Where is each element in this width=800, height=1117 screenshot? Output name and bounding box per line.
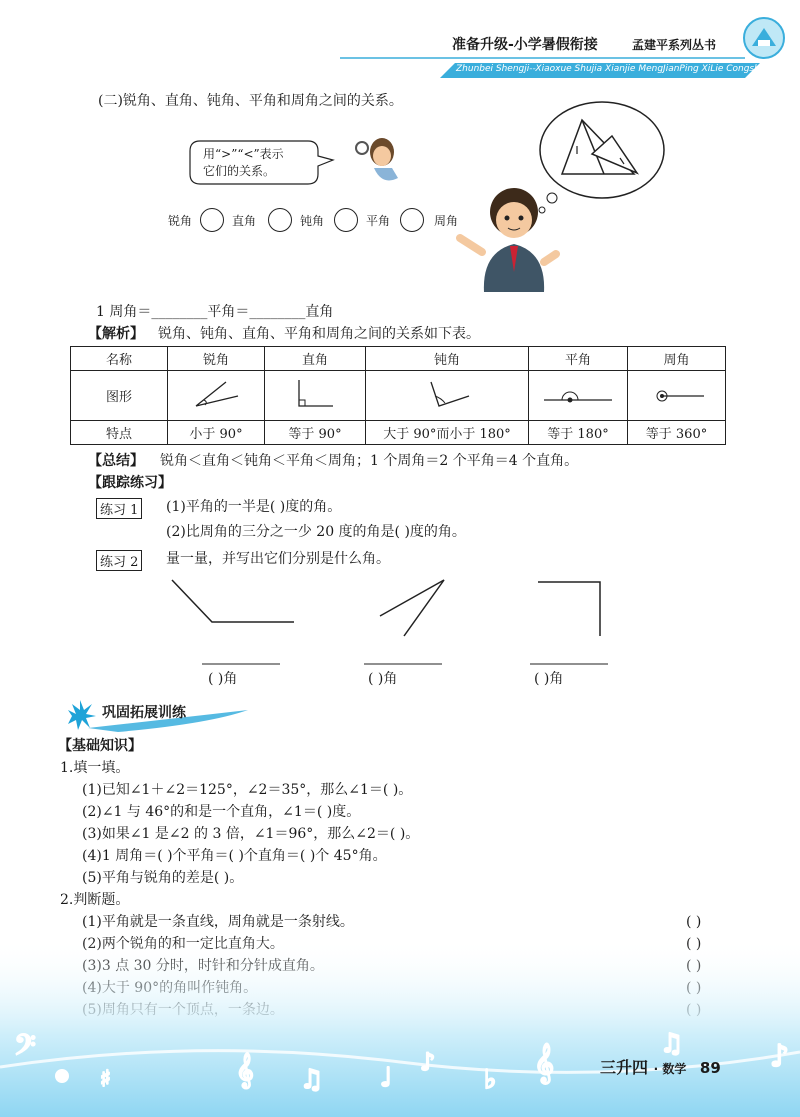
header-pinyin: Zhunbei Shengji--Xiaoxue Shujia Xianjie MengJianPing XiLie Congshu — [456, 64, 766, 74]
summary-label: 【总结】 — [88, 453, 144, 469]
th-acute: 锐角 — [168, 347, 265, 371]
q1-item-2: (2)∠1 与 46°的和是一个直角，∠1＝( )度。 — [82, 804, 361, 820]
compare-right: 直角 — [232, 214, 257, 228]
fig-round — [628, 371, 726, 421]
compare-row — [168, 207, 468, 233]
exercise1-q1: (1)平角的一半是( )度的角。 — [166, 499, 342, 515]
analysis-text: 锐角、钝角、直角、平角和周角之间的关系如下表。 — [158, 326, 480, 342]
speech-line-1: 用“>”“<”表示 — [203, 147, 284, 161]
section-heading: (二)锐角、直角、钝角、平角和周角之间的关系。 — [98, 93, 403, 109]
header-title: 准备升级-小学暑假衔接 — [452, 37, 598, 53]
th-round: 周角 — [628, 347, 726, 371]
speech-line-2: 它们的关系。 — [203, 164, 276, 178]
svg-text:♭: ♭ — [484, 1065, 497, 1095]
footer-page — [600, 1055, 721, 1078]
compare-circle-4[interactable] — [400, 208, 424, 232]
svg-text:𝄢: 𝄢 — [14, 1030, 36, 1069]
footer-subject: · 数学 — [653, 1062, 687, 1076]
feat-obtuse: 大于 90°而小于 180° — [366, 421, 529, 445]
page-number: 89 — [699, 1059, 721, 1077]
svg-text:𝄞: 𝄞 — [534, 1043, 555, 1083]
compare-circle-3[interactable] — [334, 208, 358, 232]
row-feature-label: 特点 — [71, 421, 168, 445]
fig-straight — [529, 371, 628, 421]
feat-round: 等于 360° — [628, 421, 726, 445]
answer-2[interactable]: ( )角 — [368, 671, 398, 687]
fill-line: 1 周角＝________平角＝________直角 — [96, 304, 334, 320]
compare-straight: 平角 — [366, 214, 391, 228]
th-right: 直角 — [265, 347, 366, 371]
svg-text:♪: ♪ — [770, 1039, 790, 1074]
answer-1[interactable]: ( )角 — [208, 671, 238, 687]
cartoon-boy-small-icon — [340, 128, 410, 188]
exercise2-text: 量一量，并写出它们分别是什么角。 — [166, 551, 390, 567]
publisher-logo-icon — [742, 16, 786, 60]
svg-text:♯: ♯ — [100, 1067, 111, 1092]
judge-bracket-1[interactable]: ( ) — [686, 914, 702, 930]
q1-item-5: (5)平角与锐角的差是( )。 — [82, 870, 244, 886]
compare-round: 周角 — [434, 214, 459, 228]
feat-right: 等于 90° — [265, 421, 366, 445]
banner-title: 巩固拓展训练 — [102, 705, 186, 721]
q2-title: 2.判断题。 — [60, 892, 130, 908]
footer-brand: 三升四 — [600, 1058, 649, 1077]
exercise1-tag: 练习 1 — [96, 498, 142, 519]
analysis-label: 【解析】 — [88, 326, 144, 342]
answer-3[interactable]: ( )角 — [534, 671, 564, 687]
q1-title: 1.填一填。 — [60, 760, 130, 776]
header-series: 孟建平系列丛书 — [632, 38, 717, 52]
exercise2-tag: 练习 2 — [96, 550, 142, 571]
q1-item-4: (4)1 周角＝( )个平角＝( )个直角＝( )个 45°角。 — [82, 848, 387, 864]
cartoon-boy-large-icon — [452, 182, 572, 292]
svg-text:♫: ♫ — [660, 1030, 684, 1059]
svg-text:♩: ♩ — [380, 1063, 393, 1093]
header — [0, 0, 800, 90]
summary-text: 锐角＜直角＜钝角＜平角＜周角；1 个周角＝2 个平角＝4 个直角。 — [160, 453, 579, 469]
th-name: 名称 — [71, 347, 168, 371]
compare-acute: 锐角 — [168, 214, 193, 228]
svg-text:♪: ♪ — [420, 1048, 436, 1076]
row-figure-label: 图形 — [71, 371, 168, 421]
q1-item-1: (1)已知∠1＋∠2＝125°，∠2＝35°，那么∠1＝( )。 — [82, 782, 413, 798]
tracking-label: 【跟踪练习】 — [88, 475, 172, 491]
exercise2-angles — [160, 572, 680, 682]
compare-circle-1[interactable] — [200, 208, 224, 232]
basic-label: 【基础知识】 — [58, 738, 142, 754]
fig-right — [265, 371, 366, 421]
compare-circle-2[interactable] — [268, 208, 292, 232]
feat-straight: 等于 180° — [529, 421, 628, 445]
svg-text:♫: ♫ — [300, 1065, 324, 1095]
compare-obtuse: 钝角 — [300, 214, 325, 228]
q1-item-3: (3)如果∠1 是∠2 的 3 倍，∠1＝96°，那么∠2＝( )。 — [82, 826, 420, 842]
fig-acute — [168, 371, 265, 421]
relation-table — [70, 346, 726, 445]
svg-text:𝄞: 𝄞 — [236, 1053, 254, 1088]
th-straight: 平角 — [529, 347, 628, 371]
exercise1-q2: (2)比周角的三分之一少 20 度的角是( )度的角。 — [166, 524, 466, 540]
fig-obtuse — [366, 371, 529, 421]
feat-acute: 小于 90° — [168, 421, 265, 445]
q2-item-1: (1)平角就是一条直线，周角就是一条射线。 — [82, 914, 354, 930]
th-obtuse: 钝角 — [366, 347, 529, 371]
